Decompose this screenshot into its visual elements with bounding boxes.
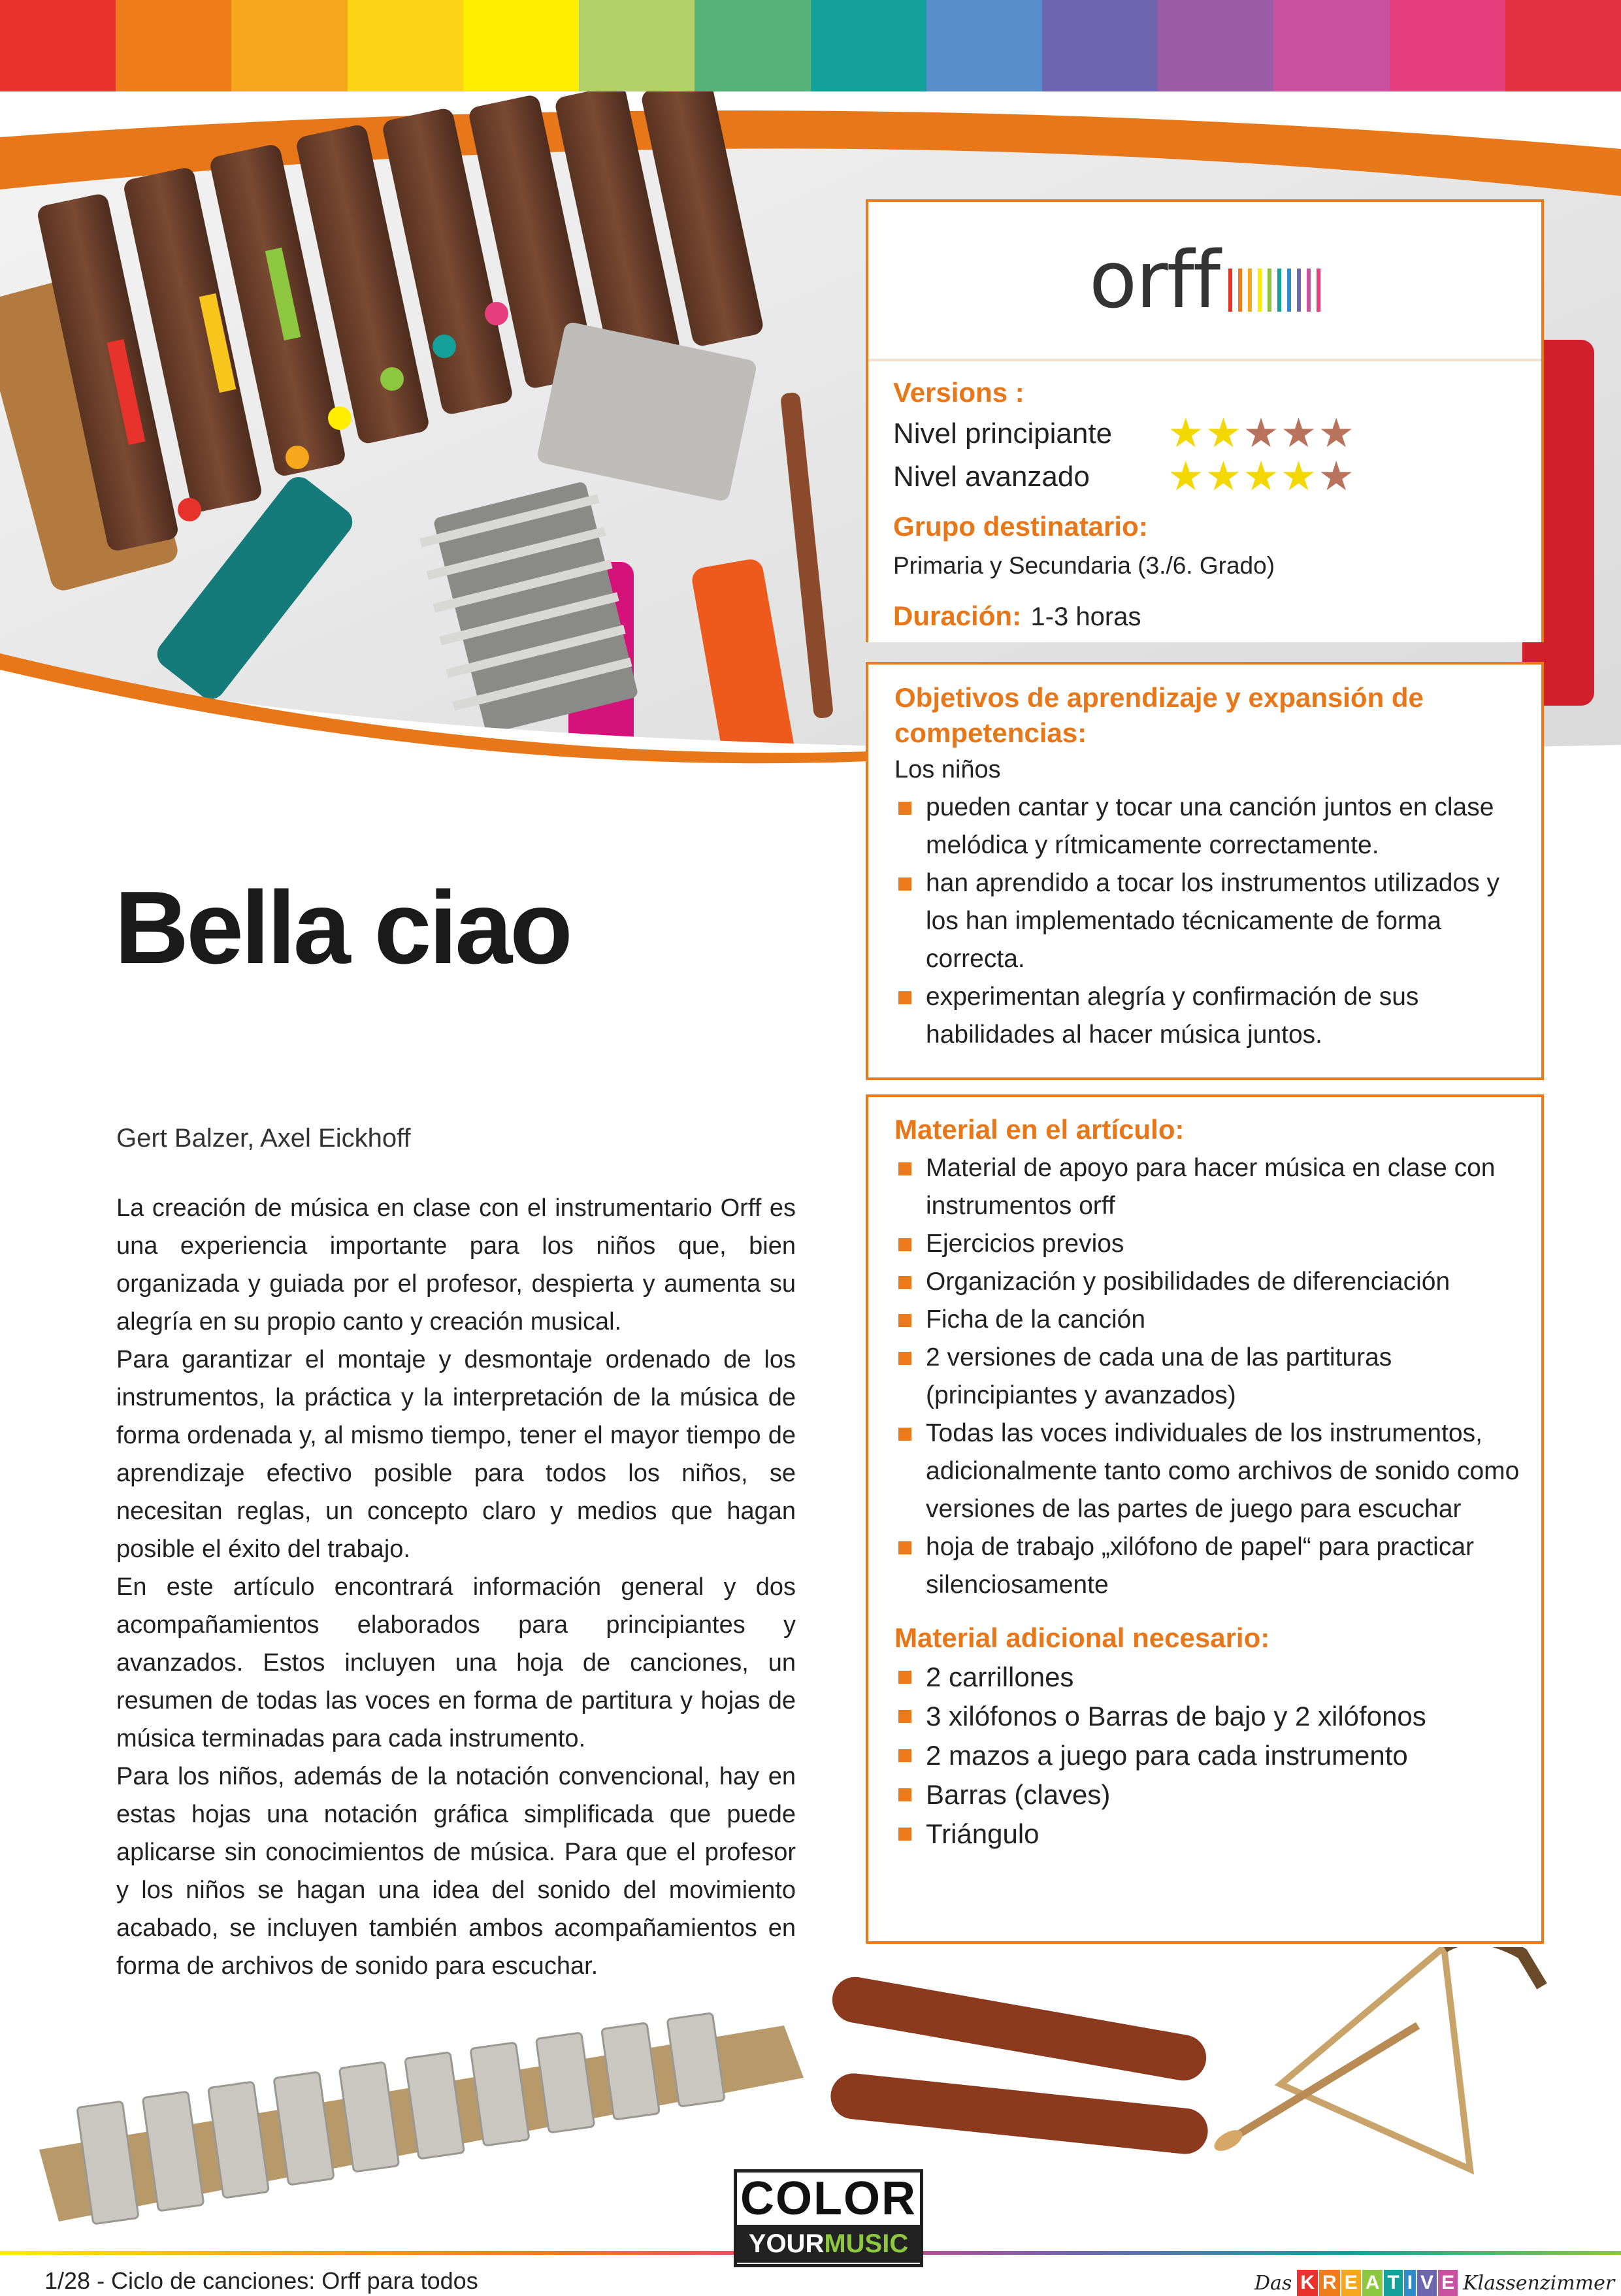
- advanced-row: [893, 455, 1516, 499]
- star-empty-icon: ★: [1318, 411, 1354, 456]
- list-item: Barras (claves): [894, 1775, 1522, 1814]
- beginner-label: Nivel principiante: [893, 418, 1113, 450]
- list-item: 2 carrillones: [894, 1658, 1522, 1697]
- objectives-title: Objetivos de aprendizaje y expansión de competencias:: [894, 682, 1424, 748]
- claves: [828, 1973, 1210, 2156]
- page-title: Bella ciao: [114, 870, 570, 985]
- glockenspiel-bottom: [39, 2013, 804, 2224]
- material-box: [866, 1094, 1544, 1944]
- color-your-music-logo: [734, 2169, 923, 2267]
- star-filled-icon: ★: [1280, 454, 1317, 499]
- material-title: Material en el artículo:: [894, 1114, 1185, 1145]
- beginner-rating-stars: [1168, 411, 1354, 456]
- objectives-intro: Los niños: [894, 756, 1001, 783]
- publisher-post: Klassenzimmer: [1463, 2271, 1615, 2295]
- orff-logo-area: [868, 202, 1541, 359]
- logo-color-bar: [1238, 269, 1242, 312]
- list-item: 3 xilófonos o Barras de bajo y 2 xilófonos: [894, 1697, 1522, 1736]
- star-empty-icon: ★: [1243, 411, 1279, 456]
- list-item: Organización y posibilidades de diferenciación: [894, 1263, 1522, 1301]
- list-item: Triángulo: [894, 1814, 1522, 1854]
- objectives-list: [894, 789, 1522, 1054]
- target-label: Grupo destinatario:: [893, 511, 1148, 542]
- triangle: [1211, 1947, 1542, 2169]
- logo-color-bar: [1297, 269, 1301, 312]
- logo-color-bar: [1287, 269, 1291, 312]
- cym-bottom: [737, 2225, 920, 2263]
- list-item: Material de apoyo para hacer música en clase con instrumentos orff: [894, 1149, 1522, 1225]
- info-box-body: [868, 359, 1541, 642]
- star-empty-icon: ★: [1318, 454, 1354, 499]
- logo-color-bar: [1248, 269, 1252, 312]
- article-body: [116, 1189, 796, 1985]
- list-item: Ficha de la canción: [894, 1301, 1522, 1339]
- cym-your: YOUR: [748, 2229, 825, 2258]
- kreative-letter: E: [1341, 2270, 1361, 2296]
- duration-label: Duración:: [893, 600, 1022, 631]
- list-item: 2 versiones de cada una de las partituras (principiantes y avanzados): [894, 1339, 1522, 1415]
- logo-color-bar: [1277, 269, 1281, 312]
- kreative-letter: A: [1362, 2270, 1383, 2296]
- versions-label: Versions :: [893, 377, 1024, 408]
- kreative-letter: I: [1404, 2270, 1416, 2296]
- body-paragraph: En este artículo encontrará información general y dos acompañamientos elaborados para principiantes y avanzados. Estos incluyen una hoja de canciones, un resumen de todas las voces en forma de partitura y hojas de música terminadas para cada instrumento.: [116, 1573, 796, 1752]
- cym-color: COLOR: [740, 2173, 917, 2225]
- cym-music: MUSIC: [824, 2229, 909, 2258]
- body-paragraph: Para garantizar el montaje y desmontaje ordenado de los instrumentos, la práctica y la interpretación de la música de forma ordenada y, al mismo tiempo, tener el mayor tiempo de aprendizaje efectivo posible para todos los niños, se necesitan reglas, un concepto claro y medios que hagan posible el éxito del trabajo.: [116, 1346, 796, 1563]
- list-item: hoja de trabajo „xilófono de papel“ para practicar silenciosamente: [894, 1528, 1522, 1604]
- star-empty-icon: ★: [1280, 411, 1317, 456]
- list-item: 2 mazos a juego para cada instrumento: [894, 1736, 1522, 1775]
- body-paragraph: La creación de música en clase con el instrumentario Orff es una experiencia importante para los niños que, bien organizada y guiada por el profesor, despierta y aumenta su alegría en su propio canto y creación musical.: [116, 1194, 796, 1336]
- beginner-row: [893, 412, 1516, 455]
- logo-color-bar: [1258, 269, 1262, 312]
- kreative-letter: V: [1417, 2270, 1437, 2296]
- publisher-pre: Das: [1254, 2271, 1292, 2295]
- list-item: han aprendido a tocar los instrumentos utilizados y los han implementado técnicamente de forma correcta.: [894, 864, 1522, 978]
- duration-row: [893, 597, 1516, 642]
- logo-color-bar: [1228, 269, 1232, 312]
- list-item: pueden cantar y tocar una canción juntos en clase melódica y rítmicamente correctamente.: [894, 789, 1522, 864]
- advanced-rating-stars: [1168, 454, 1354, 499]
- orff-logo-bars: [1228, 249, 1320, 312]
- info-box: [866, 199, 1544, 642]
- star-filled-icon: ★: [1205, 454, 1242, 499]
- star-filled-icon: ★: [1243, 454, 1279, 499]
- authors: Gert Balzer, Axel Eickhoff: [116, 1124, 411, 1153]
- material-list: [894, 1149, 1522, 1604]
- advanced-label: Nivel avanzado: [893, 461, 1090, 493]
- star-filled-icon: ★: [1205, 411, 1242, 456]
- list-item: Todas las voces individuales de los instrumentos, adicionalmente tanto como archivos de sonido como versiones de las partes de juego para escuchar: [894, 1415, 1522, 1528]
- publisher-kreative: [1297, 2270, 1458, 2296]
- orff-logo-text: orff: [1089, 235, 1220, 326]
- extra-material-list: [894, 1658, 1522, 1854]
- list-item: Ejercicios previos: [894, 1225, 1522, 1263]
- logo-color-bar: [1317, 269, 1320, 312]
- kreative-letter: T: [1384, 2270, 1402, 2296]
- list-item: experimentan alegría y confirmación de sus habilidades al hacer música juntos.: [894, 978, 1522, 1054]
- kreative-letter: R: [1319, 2270, 1340, 2296]
- publisher-logo: [1254, 2270, 1614, 2296]
- target-value: Primaria y Secundaria (3./6. Grado): [893, 552, 1275, 579]
- page-info: 1/28 - Ciclo de canciones: Orff para todos: [44, 2267, 478, 2294]
- logo-color-bar: [1307, 269, 1311, 312]
- body-paragraph: Para los niños, además de la notación convencional, hay en estas hojas una notación gráfica simplificada que puede aplicarse sin conocimientos de música. Para que el profesor y los niños se hagan una idea del sonido del movimiento acabado, se incluyen también ambos acompañamientos en forma de archivos de sonido para escuchar.: [116, 1763, 796, 1980]
- kreative-letter: K: [1297, 2270, 1318, 2296]
- objectives-box: [866, 662, 1544, 1080]
- star-filled-icon: ★: [1168, 454, 1204, 499]
- star-filled-icon: ★: [1168, 411, 1204, 456]
- logo-color-bar: [1268, 269, 1271, 312]
- kreative-letter: E: [1438, 2270, 1458, 2296]
- duration-value: 1-3 horas: [1030, 602, 1141, 631]
- extra-material-title: Material adicional necesario:: [894, 1622, 1270, 1653]
